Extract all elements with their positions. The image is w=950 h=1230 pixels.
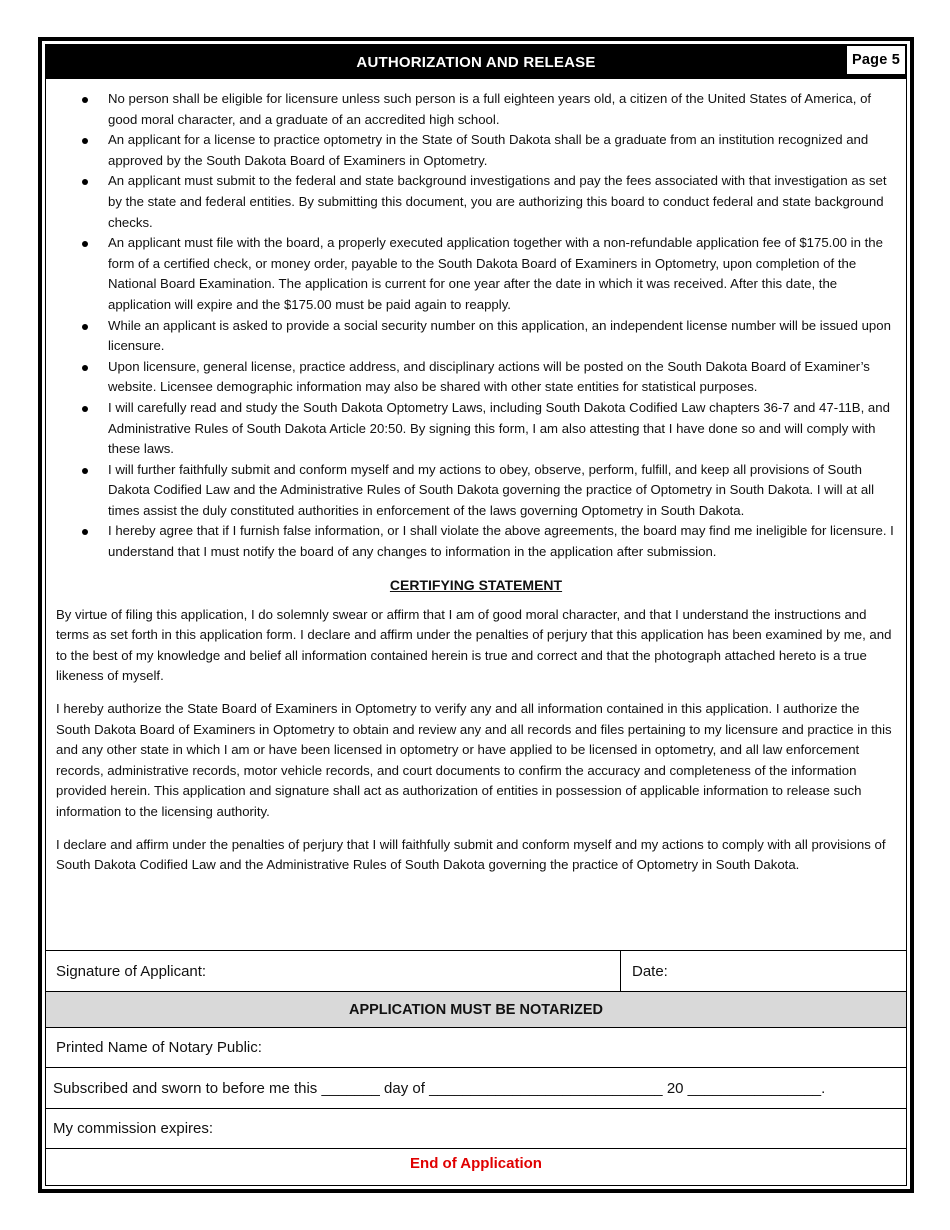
bullet-icon: [82, 179, 88, 185]
bullet-icon: [82, 97, 88, 103]
list-item: Upon licensure, general license, practice address, and disciplinary actions will be posted on the South Dakota Board of Examiner’s website. Licensee demographic information may also be shared with other state entities for statistical purposes.: [108, 357, 898, 398]
bullet-icon: [82, 529, 88, 535]
page-number: Page 5: [852, 52, 900, 68]
notary-name-label: Printed Name of Notary Public:: [56, 1039, 262, 1056]
section-title: AUTHORIZATION AND RELEASE: [356, 53, 596, 71]
authorization-paragraph: I hereby authorize the State Board of Examiners in Optometry to verify any and all information contained in this application. I authorize the South Dakota Board of Examiners in Optometry to obtain and review any and all records and files pertaining to my licensure and practice in this and any other state in which I am or have been licensed in optometry or have applied to be licensed in optometry, and all law enforcement records, administrative records, motor vehicle records, and court documents to confirm the accuracy and completeness of the information provided herein. This application and signature shall act as authorization of entities in possession of applicable information to release such information to the licensing authority.: [56, 701, 892, 819]
commission-expiry-field[interactable]: [46, 1108, 906, 1149]
page-frame: [38, 37, 914, 1193]
bullet-icon: [82, 468, 88, 474]
document-body: [46, 89, 906, 876]
list-item: An applicant for a license to practice optometry in the State of South Dakota shall be a graduate from an institution recognized and approved by the South Dakota Board of Examiners in Optometry.: [108, 130, 898, 171]
requirements-list: [46, 89, 906, 563]
date-label: Date:: [632, 962, 668, 980]
commission-label: My commission expires:: [53, 1120, 214, 1137]
list-item: No person shall be eligible for licensure unless such person is a full eighteen years old, a citizen of the United States of America, of good moral character, and a graduate of an accredited high school.: [108, 89, 898, 130]
list-item: I will further faithfully submit and conform myself and my actions to obey, observe, perform, fulfill, and keep all provisions of South Dakota Codified Law and the Administrative Rules of South Dakota governing the practice of Optometry in South Dakota. I will at all times assist the duly constituted authorities in enforcement of the laws governing Optometry in South Dakota.: [108, 460, 898, 522]
notary-header-label: APPLICATION MUST BE NOTARIZED: [348, 1001, 603, 1018]
bullet-icon: [82, 138, 88, 144]
bullet-icon: [82, 241, 88, 247]
page-inner-frame: [45, 44, 907, 1186]
sworn-line-text: Subscribed and sworn to before me this _______ day of ____________________________ 20 ________________.: [53, 1079, 826, 1097]
notary-header: [46, 991, 906, 1027]
bullet-icon: [82, 324, 88, 330]
perjury-paragraph: I declare and affirm under the penalties of perjury that I will faithfully submit and conform myself and my actions to comply with all provisions of South Dakota Codified Law and the Administrative Rules of South Dakota governing the practice of Optometry in South Dakota.: [56, 836, 886, 873]
signature-field[interactable]: [46, 951, 621, 991]
bullet-icon: [82, 365, 88, 371]
end-of-application: End of Application: [410, 1155, 542, 1172]
date-field[interactable]: [621, 951, 906, 991]
notary-name-field[interactable]: [46, 1027, 906, 1067]
bullet-icon: [82, 406, 88, 412]
page-number-box: [846, 45, 906, 75]
signature-label: Signature of Applicant:: [56, 962, 207, 980]
sworn-date-field[interactable]: [46, 1067, 906, 1108]
list-item: An applicant must file with the board, a properly executed application together with a non-refundable application fee of $175.00 in the form of a certified check, or money order, payable to the South Dakota Board of Examiners in Optometry, upon completion of the National Board Examination. The application is current for one year after the date in which it was received. After this date, the application will expire and the $175.00 must be paid again to reapply.: [108, 233, 898, 315]
certifying-statement-title: CERTIFYING STATEMENT: [389, 576, 563, 593]
list-item: An applicant must submit to the federal and state background investigations and pay the fees associated with that investigation as set by the state and federal entities. By submitting this document, you are authorizing this board to conduct federal and state background checks.: [108, 171, 898, 233]
signature-form: [46, 950, 906, 1149]
list-item: While an applicant is asked to provide a social security number on this application, an independent license number will be issued upon licensure.: [108, 316, 898, 357]
list-item: I hereby agree that if I furnish false information, or I shall violate the above agreements, the board may find me ineligible for licensure. I understand that I must notify the board of any changes to information in the application after submission.: [108, 521, 898, 562]
section-header: [46, 45, 906, 79]
signature-row: [46, 950, 906, 991]
list-item: I will carefully read and study the South Dakota Optometry Laws, including South Dakota Codified Law chapters 36-7 and 47-11B, and Administrative Rules of South Dakota Article 20:50. By signing this form, I am also attesting that I have done so and will comply with these laws.: [108, 398, 898, 460]
certifying-paragraph: By virtue of filing this application, I do solemnly swear or affirm that I am of good moral character, and that I understand the instructions and terms as set forth in this application form. I declare and affirm under the penalties of perjury that this application has been examined by me, and to the best of my knowledge and belief all information contained herein is true and correct and that the photograph attached hereto is a true likeness of myself.: [56, 606, 892, 684]
